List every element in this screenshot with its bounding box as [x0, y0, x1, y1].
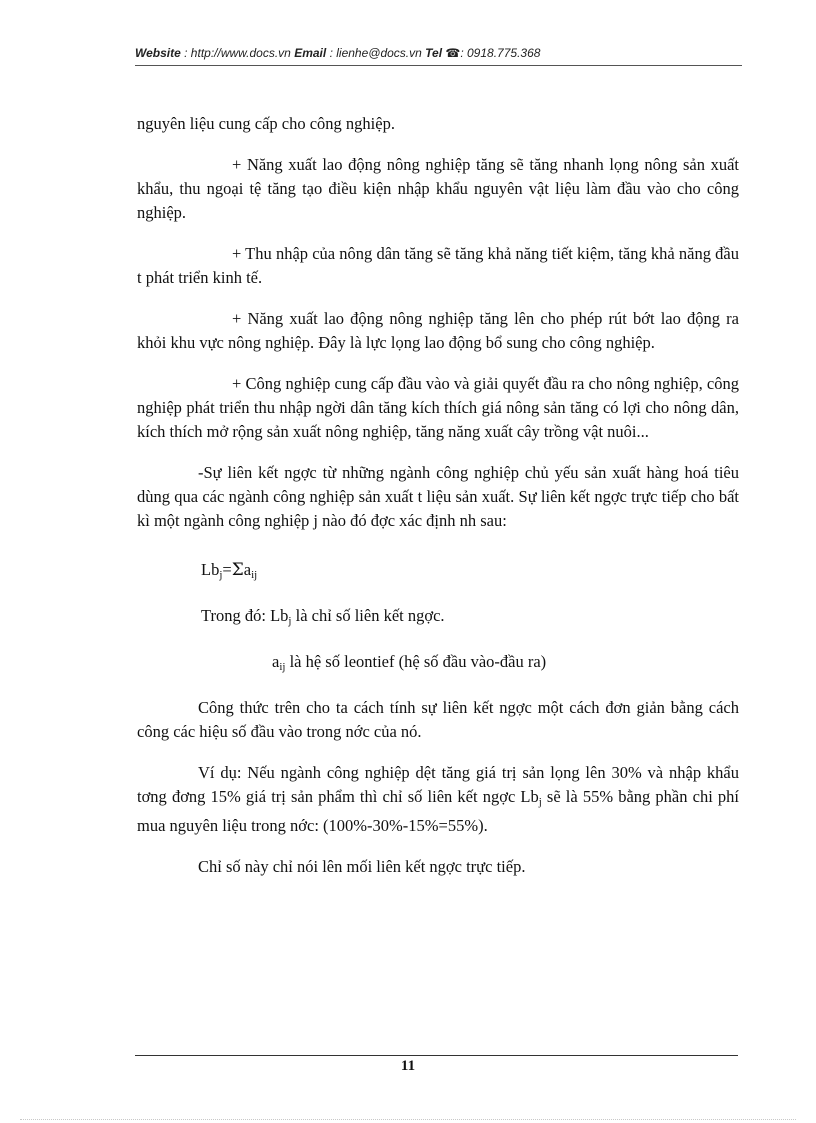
- formula-lhs: Lb: [201, 560, 220, 579]
- paragraph-8-subscript: j: [538, 796, 542, 808]
- aij-subscript: ij: [279, 661, 286, 673]
- where-prefix: Trong đó: Lb: [201, 606, 289, 625]
- where-line: [137, 604, 739, 633]
- website-label: Website: [135, 46, 181, 60]
- footer-divider: [135, 1055, 738, 1056]
- phone-icon: ☎: [445, 46, 461, 60]
- paragraph-2: + Năng xuất lao động nông nghiệp tăng sẽ tăng nhanh lọng nông sản xuất khẩu, thu ngoại tệ tăng tạo điều kiện nhập khẩu nguyên vật liệu làm đầu vào cho công nghiệp.: [137, 155, 739, 222]
- where-rest: là chỉ số liên kết ngợc.: [291, 606, 445, 625]
- paragraph-3: + Thu nhập của nông dân tăng sẽ tăng khả năng tiết kiệm, tăng khả năng đầu t phát triển kinh tế.: [137, 244, 739, 287]
- formula-rhs-subscript: ij: [251, 569, 258, 581]
- aij-symbol: a: [272, 652, 280, 671]
- formula-rhs: a: [243, 560, 252, 579]
- page-edge-line: [20, 1119, 796, 1120]
- email-value: : lienhe@docs.vn: [329, 46, 422, 60]
- page-number: 11: [400, 1058, 416, 1074]
- email-label: Email: [294, 46, 327, 60]
- tel-label: Tel: [425, 46, 443, 60]
- paragraph-8: [137, 761, 739, 838]
- paragraph-4: + Năng xuất lao động nông nghiệp tăng lên cho phép rút bớt lao động ra khỏi khu vực nông nghiệp. Đây là lực lọng lao động bổ sung cho công nghiệp.: [137, 309, 739, 352]
- paragraph-9: Chỉ số này chỉ nói lên mối liên kết ngợc trực tiếp.: [198, 857, 526, 876]
- paragraph-5: + Công nghiệp cung cấp đầu vào và giải quyết đầu ra cho nông nghiệp, công nghiệp phát triển thu nhập ngời dân tăng kích thích giá nông sản tăng có lợi cho nông dân, kích thích mở rộng sản xuất nông nghiệp, tăng năng xuất cây trồng vật nuôi...: [137, 374, 739, 441]
- aij-rest: là hệ số leontief (hệ số đầu vào-đầu ra): [285, 652, 547, 671]
- formula-equals: =: [222, 560, 232, 579]
- page-header: [135, 46, 742, 60]
- tel-value: : 0918.775.368: [460, 46, 541, 60]
- formula: [137, 558, 739, 587]
- sigma-symbol: Σ: [231, 560, 244, 580]
- website-value: : http://www.docs.vn: [184, 46, 291, 60]
- header-divider: [135, 65, 742, 66]
- aij-line: [137, 650, 739, 679]
- paragraph-8-before: Ví dụ: Nếu ngành công nghiệp dệt tăng giá trị sản lọng lên 30% và nhập khẩu tơng đơng 15% giá trị sản phẩm thì chỉ số liên kết ngợc Lb: [137, 763, 739, 806]
- formula-lhs-subscript: j: [219, 569, 223, 581]
- paragraph-1: nguyên liệu cung cấp cho công nghiệp.: [137, 114, 395, 133]
- paragraph-7: Công thức trên cho ta cách tính sự liên kết ngợc một cách đơn giản bằng cách công các hiệu số đầu vào trong nớc của nó.: [137, 698, 739, 741]
- paragraph-6: -Sự liên kết ngợc từ những ngành công nghiệp chủ yếu sản xuất hàng hoá tiêu dùng qua các ngành công nghiệp sản xuất t liệu sản xuất. Sự liên kết ngợc trực tiếp cho bất kì một ngành công nghiệp j nào đó đợc xác định nh sau:: [137, 463, 739, 530]
- where-subscript: j: [288, 615, 292, 627]
- paragraph-8-after: sẽ là 55% bằng phần chi phí mua nguyên liệu trong nớc: (100%-30%-15%=55%).: [137, 787, 739, 835]
- document-body: [137, 112, 739, 879]
